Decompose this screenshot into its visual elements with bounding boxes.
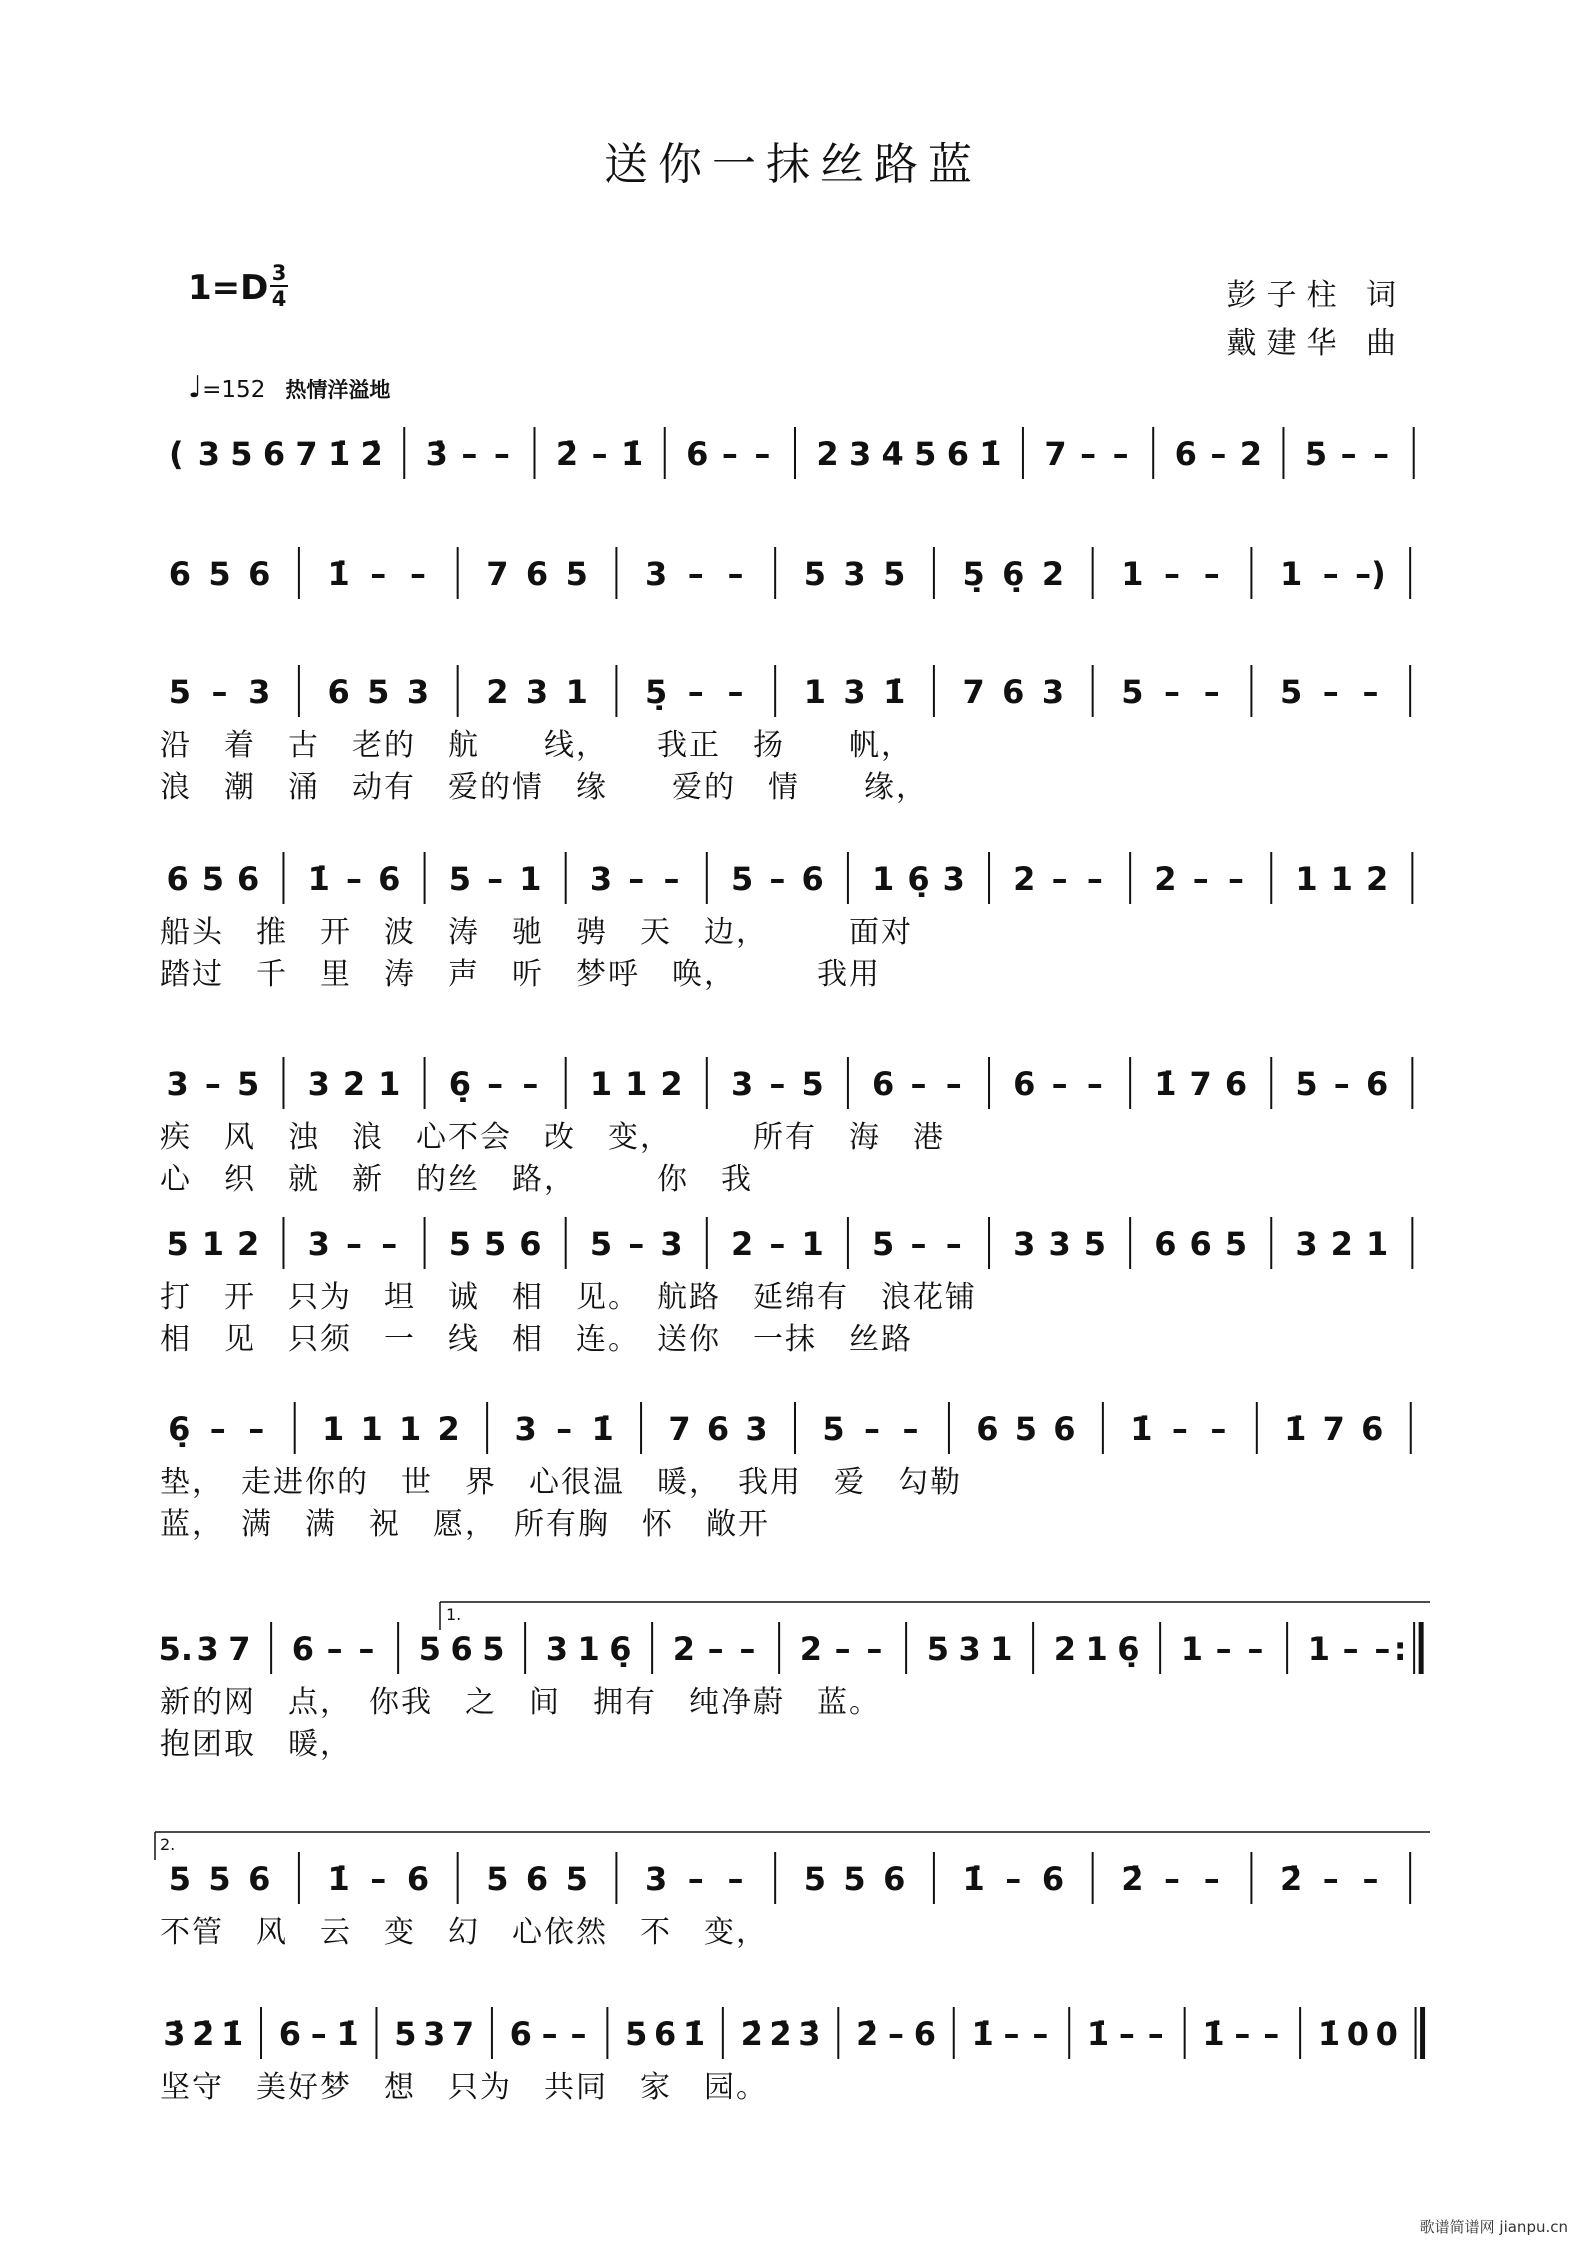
score-note: 6: [327, 673, 350, 711]
score-note: –: [570, 2015, 587, 2053]
score-note: 1: [589, 1065, 613, 1103]
score-note: –: [1051, 1065, 1068, 1103]
score-note: –: [1086, 1065, 1103, 1103]
score-note: 5: [1014, 1410, 1038, 1448]
score-note: –: [1362, 1860, 1379, 1898]
key-signature: 1=D: [188, 268, 269, 308]
score-note: 7: [295, 435, 318, 473]
score-note: 7: [228, 1630, 251, 1668]
watermark: 歌谱简谱网 jianpu.cn: [1419, 2218, 1568, 2236]
score-note: –: [556, 1410, 573, 1448]
score-note: 7: [962, 673, 985, 711]
score-note: –: [628, 860, 645, 898]
score-note: 6: [946, 435, 969, 473]
score-note: 3: [307, 1225, 330, 1263]
score-note: –: [727, 673, 744, 711]
score-note: 5: [230, 435, 253, 473]
score-note: 6: [1013, 1065, 1036, 1103]
score-note: 3: [196, 1630, 219, 1668]
score-note: –: [945, 1065, 962, 1103]
score-note: –: [739, 1630, 756, 1668]
score-note: 1̇: [883, 673, 906, 711]
score-note: 1: [519, 860, 542, 898]
score-note: 2: [1013, 860, 1036, 898]
volta-label: 1.: [446, 1605, 462, 1624]
score-note: 5: [914, 435, 937, 473]
score-note: 3̇: [798, 2015, 821, 2053]
score-note: –: [687, 555, 704, 593]
score-note: 5: [482, 1630, 505, 1668]
score-note: –: [707, 1630, 724, 1668]
score-note: 7: [1189, 1065, 1212, 1103]
score-note: –: [1164, 555, 1181, 593]
score-note: –: [1171, 1410, 1188, 1448]
score-note: 1: [577, 1630, 600, 1668]
score-note: –: [211, 673, 228, 711]
score-note: 1: [201, 1225, 225, 1263]
score-note: –: [591, 435, 608, 473]
score-note: 5: [822, 1410, 845, 1448]
score-note: 6̣: [448, 1065, 471, 1103]
score-note: –: [1210, 435, 1227, 473]
score-note: 6: [686, 435, 709, 473]
score-note: –: [1080, 435, 1097, 473]
score-note: –: [1192, 860, 1209, 898]
score-note: 2: [237, 1225, 260, 1263]
score-note: 1̇: [971, 2015, 994, 2053]
score-note: 1: [1330, 860, 1353, 898]
score-note: 5: [168, 1860, 191, 1898]
score-note: –: [910, 1065, 927, 1103]
score-note: –: [487, 1065, 504, 1103]
score-note: 1̇: [1317, 2015, 1341, 2053]
score-note: 3: [1041, 673, 1065, 711]
lyric-line: 打 开 只为 坦 诚 相 见。 航路 延绵有 浪花铺: [160, 1280, 977, 1315]
score-note: 6̣: [1002, 555, 1025, 593]
score-note: –: [1147, 2015, 1164, 2053]
score-note: 6̣: [1117, 1630, 1140, 1668]
score-note: –: [1032, 2015, 1049, 2053]
tempo-bpm: =152: [202, 377, 266, 403]
score-note: 5: [883, 555, 906, 593]
score-note: –: [1203, 555, 1220, 593]
score-note: –: [1051, 860, 1068, 898]
score-note: 3: [514, 1410, 537, 1448]
score-note: 2: [1154, 860, 1177, 898]
score-note: –: [461, 435, 478, 473]
score-note: 2: [799, 1630, 823, 1668]
score-note: –: [888, 2015, 905, 2053]
score-note: –: [1227, 860, 1244, 898]
score-note: 3: [942, 860, 965, 898]
score-note: –: [1118, 2015, 1135, 2053]
score-note: –: [204, 1065, 221, 1103]
score-note: 6: [976, 1410, 999, 1448]
lyric-line: 沿 着 古 老的 航 线， 我正 扬 帆，: [160, 728, 913, 763]
score-note: 3: [1048, 1225, 1071, 1263]
score-note: 1: [872, 860, 895, 898]
score-note: (: [168, 435, 184, 473]
lyricist-credit: 彭子柱 词: [1226, 278, 1406, 313]
score-note: 2̇: [1279, 1860, 1303, 1898]
score-note: 1: [990, 1630, 1013, 1668]
score-note: 1̇: [962, 1860, 985, 1898]
score-note: –: [1322, 1860, 1339, 1898]
score-note: –: [866, 1630, 883, 1668]
score-note: 1̇: [621, 435, 644, 473]
score-note: 1: [1180, 1630, 1204, 1668]
lyric-line: 新的网 点， 你我 之 间 拥有 纯净蔚 蓝。: [160, 1685, 881, 1720]
score-note: –: [1203, 1860, 1220, 1898]
score-note: 6: [1053, 1410, 1076, 1448]
score-note: 3: [423, 2015, 446, 2053]
score-note: –: [687, 673, 704, 711]
score-note: –: [1234, 2015, 1251, 2053]
score-note: –: [541, 2015, 558, 2053]
score-note: 2: [660, 1065, 683, 1103]
score-note: 2̇: [192, 2015, 215, 2053]
score-note: 5: [926, 1630, 950, 1668]
score-note: 7: [486, 555, 509, 593]
volta-label: 2.: [160, 1835, 176, 1854]
score-note: –: [1263, 2015, 1280, 2053]
score-note: 1: [803, 673, 826, 711]
score-note: 2̇: [360, 435, 383, 473]
score-note: –: [370, 1860, 387, 1898]
score-note: 3: [644, 1860, 668, 1898]
score-note: –: [346, 1225, 363, 1263]
score-note: 3: [730, 1065, 754, 1103]
score-note: 5: [201, 860, 225, 898]
score-note: –: [1164, 673, 1181, 711]
score-note: 5: [565, 1860, 588, 1898]
score-note: –: [1112, 435, 1129, 473]
score-note: 6: [237, 860, 260, 898]
score-note: 5: [803, 1860, 826, 1898]
score-note: –: [721, 435, 738, 473]
score-note: 6: [525, 1860, 549, 1898]
score-note: 5: [367, 673, 390, 711]
score-note: 6̣: [168, 1410, 191, 1448]
score-note: –: [346, 860, 363, 898]
score-note: 3̇: [163, 2015, 186, 2053]
score-note: 2: [486, 673, 509, 711]
score-note: 1: [1365, 1225, 1389, 1263]
score-note: 1̇: [1202, 2015, 1225, 2053]
score-note: 5: [237, 1065, 260, 1103]
lyric-line: 垫， 走进你的 世 界 心很温 暖， 我用 爱 勾勒: [160, 1465, 962, 1500]
score-note: 1̇: [682, 2015, 706, 2053]
score-note: –: [769, 1065, 786, 1103]
score-note: –: [727, 1860, 744, 1898]
score-note: –: [370, 555, 387, 593]
score-note: 5̣: [644, 673, 668, 711]
score-note: 6: [1174, 435, 1197, 473]
score-note: 1̇: [1130, 1410, 1153, 1448]
score-note: –: [687, 1860, 704, 1898]
score-note: 7: [668, 1410, 691, 1448]
score-note: 5: [394, 2015, 417, 2053]
score-note: 1̇: [591, 1410, 614, 1448]
score-note: –: [769, 860, 786, 898]
score-note: 1̇: [1154, 1065, 1177, 1103]
score-note: 1̇: [336, 2015, 359, 2053]
score-note: 3: [848, 435, 872, 473]
score-note: 1: [399, 1410, 422, 1448]
score-note: 2̇: [769, 2015, 792, 2053]
score-note: 2: [437, 1410, 460, 1448]
score-note: 5: [801, 1065, 824, 1103]
score-note: –: [663, 860, 680, 898]
score-note: –: [910, 1225, 927, 1263]
score-note: –: [1322, 555, 1339, 593]
score-note: –: [1247, 1630, 1264, 1668]
score-note: 5: [418, 1630, 442, 1668]
score-note: 6: [872, 1065, 895, 1103]
lyric-line: 不管 风 云 变 幻 心依然 不 变，: [160, 1915, 768, 1950]
score-note: –: [409, 555, 426, 593]
lyric-line: 浪 潮 涌 动有 爱的情 缘 爱的 情 缘，: [160, 770, 928, 805]
score-note: 6: [1365, 1065, 1389, 1103]
score-note: –: [902, 1410, 919, 1448]
score-note: 0: [1346, 2015, 1369, 2053]
score-note: 7: [451, 2015, 475, 2053]
score-note: 1: [1295, 860, 1318, 898]
score-note: 1̇: [327, 1860, 350, 1898]
score-note: 5: [1295, 1065, 1318, 1103]
score-note: –: [1215, 1630, 1232, 1668]
composer-credit: 戴建华 曲: [1226, 326, 1406, 361]
score-note: –: [1374, 1630, 1391, 1668]
score-note: –: [727, 555, 744, 593]
score-note: 6: [450, 1630, 473, 1668]
score-note: 2: [730, 1225, 754, 1263]
song-title: 送你一抹丝路蓝: [604, 139, 982, 190]
score-note: –: [628, 1225, 645, 1263]
score-note: 5: [803, 555, 826, 593]
score-note: 5̣: [962, 555, 985, 593]
score-note: –: [754, 435, 771, 473]
score-note: 5: [872, 1225, 895, 1263]
score-note: 1: [1121, 555, 1144, 593]
score-note: 1: [801, 1225, 824, 1263]
score-note: 3: [660, 1225, 683, 1263]
score-note: 1: [1085, 1630, 1108, 1668]
score-note: 1: [360, 1410, 383, 1448]
score-note: 6: [166, 860, 189, 898]
score-note: 5: [166, 1225, 189, 1263]
score-note: 2̇: [555, 435, 579, 473]
score-note: 6: [913, 2015, 937, 2053]
score-note: 5: [589, 1225, 613, 1263]
lyric-line: 踏过 千 里 涛 声 听 梦呼 唤， 我用: [160, 957, 881, 992]
repeat-dots: :: [1393, 1630, 1407, 1668]
score-note: 1̇: [327, 555, 350, 593]
score-note: 6: [519, 1225, 542, 1263]
score-note: 6: [248, 555, 271, 593]
score-note: 6: [278, 2015, 302, 2053]
score-note: –: [493, 435, 510, 473]
score-note: 5.: [158, 1630, 194, 1668]
lyric-line: 抱团取 暖，: [160, 1727, 352, 1762]
score-note: 2: [1365, 860, 1389, 898]
score-note: –: [1003, 2015, 1020, 2053]
score-note: –): [1355, 555, 1386, 593]
score-note: 5: [1121, 673, 1144, 711]
lyric-line: 疾 风 浊 浪 心不会 改 变， 所有 海 港: [160, 1120, 945, 1155]
score-note: 2: [672, 1630, 696, 1668]
score-note: 5: [448, 860, 471, 898]
score-note: 2: [1330, 1225, 1353, 1263]
score-note: 2: [1041, 555, 1065, 593]
score-note: 5: [625, 2015, 648, 2053]
score-note: –: [945, 1225, 962, 1263]
score-note: 6: [1002, 673, 1025, 711]
score-note: 1̇: [327, 435, 351, 473]
score-note: 5: [208, 1860, 231, 1898]
score-note: 1: [565, 673, 588, 711]
score-note: –: [1340, 435, 1357, 473]
score-note: 1̇: [1086, 2015, 1110, 2053]
score-note: 1̇: [307, 860, 330, 898]
score-note: 6: [1361, 1410, 1384, 1448]
score-note: 3: [843, 673, 866, 711]
score-note: 5: [565, 555, 588, 593]
score-note: 3: [197, 435, 220, 473]
score-note: 2: [342, 1065, 366, 1103]
score-note: –: [326, 1630, 343, 1668]
score-note: 3: [589, 860, 613, 898]
score-note: 2: [1239, 435, 1263, 473]
lyric-line: 蓝， 满 满 祝 愿， 所有胸 怀 敞开: [160, 1507, 770, 1542]
score-note: 3: [1295, 1225, 1318, 1263]
score-note: 2̇: [856, 2015, 879, 2053]
score-note: 6: [509, 2015, 532, 2053]
score-note: 6: [525, 555, 549, 593]
score-note: 6: [262, 435, 286, 473]
score-note: 6̣: [609, 1630, 632, 1668]
score-note: 2̇: [1121, 1860, 1144, 1898]
time-bottom: 4: [271, 287, 287, 311]
score-note: 6: [1154, 1225, 1177, 1263]
score-note: –: [863, 1410, 880, 1448]
score-note: 1: [1307, 1630, 1331, 1668]
score-note: 7: [1044, 435, 1067, 473]
score-note: –: [1322, 673, 1339, 711]
score-note: 1̇: [979, 435, 1002, 473]
score-note: 6: [883, 1860, 906, 1898]
score-note: 1: [378, 1065, 401, 1103]
score-note: –: [1333, 1065, 1350, 1103]
score-note: 3: [525, 673, 549, 711]
score-note: 6̣: [907, 860, 930, 898]
score-note: 1̇: [1284, 1410, 1307, 1448]
score-note: 6: [1041, 1860, 1065, 1898]
score-note: –: [1373, 435, 1390, 473]
score-note: –: [358, 1630, 375, 1668]
score-note: 0: [1375, 2015, 1398, 2053]
score-note: 3: [745, 1410, 768, 1448]
score-note: 2: [816, 435, 839, 473]
score-note: –: [487, 860, 504, 898]
score-note: 5: [168, 673, 191, 711]
score-note: –: [209, 1410, 226, 1448]
score-note: 1: [625, 1065, 648, 1103]
score-note: 5: [730, 860, 754, 898]
score-note: 6: [1189, 1225, 1212, 1263]
lyric-line: 坚守 美好梦 想 只为 共同 家 园。: [160, 2070, 768, 2105]
score-note: 5: [208, 555, 231, 593]
score-note: –: [1362, 673, 1379, 711]
score-note: 5: [1224, 1225, 1248, 1263]
score-note: –: [1203, 673, 1220, 711]
score-note: 3: [166, 1065, 189, 1103]
score-note: 3: [545, 1630, 569, 1668]
lyric-line: 船头 推 开 波 涛 驰 骋 天 边， 面对: [160, 915, 913, 950]
lyric-line: 相 见 只须 一 线 相 连。 送你 一抹 丝路: [160, 1322, 913, 1357]
score-note: –: [769, 1225, 786, 1263]
score-note: 1: [322, 1410, 345, 1448]
score-note: 3: [406, 673, 430, 711]
score-note: –: [381, 1225, 398, 1263]
score-note: 4: [881, 435, 904, 473]
score-note: 6: [706, 1410, 730, 1448]
score-note: 3: [248, 673, 271, 711]
score-note: 5: [843, 1860, 866, 1898]
score-note: 6: [168, 555, 191, 593]
score-note: 3: [843, 555, 866, 593]
score-note: 6: [291, 1630, 315, 1668]
score-note: 7: [1322, 1410, 1345, 1448]
score-note: –: [248, 1410, 265, 1448]
time-top: 3: [271, 261, 287, 285]
score-note: –: [1164, 1860, 1181, 1898]
score-note: 6: [378, 860, 401, 898]
score-note: 5: [1083, 1225, 1106, 1263]
expression-mark: 热情洋溢地: [285, 378, 391, 402]
score-note: –: [1005, 1860, 1022, 1898]
score-note: 3: [307, 1065, 330, 1103]
score-note: 6: [801, 860, 824, 898]
score-note: 5: [1304, 435, 1328, 473]
score-note: 5: [486, 1860, 509, 1898]
lyric-line: 心 织 就 新 的丝 路， 你 我: [160, 1162, 753, 1197]
score-note: 6: [1224, 1065, 1248, 1103]
quarter-note-icon: ♩: [188, 370, 203, 405]
score-note: 6: [248, 1860, 271, 1898]
score-note: 3: [958, 1630, 981, 1668]
score-note: 1̇: [221, 2015, 244, 2053]
score-note: 3: [644, 555, 668, 593]
score-note: –: [1342, 1630, 1359, 1668]
score-note: 5: [1279, 673, 1303, 711]
score-note: 5: [448, 1225, 471, 1263]
score-note: 6: [406, 1860, 430, 1898]
score-note: 3: [1013, 1225, 1036, 1263]
score-note: 2̇: [740, 2015, 763, 2053]
score-note: –: [310, 2015, 327, 2053]
score-note: –: [522, 1065, 539, 1103]
score-note: –: [834, 1630, 851, 1668]
score-note: –: [1086, 860, 1103, 898]
score-note: –: [1210, 1410, 1227, 1448]
score-note: 2: [1053, 1630, 1077, 1668]
score-note: 5: [484, 1225, 507, 1263]
score-note: 1: [1279, 555, 1303, 593]
score-note: 3̇: [425, 435, 448, 473]
score-note: 6: [653, 2015, 677, 2053]
